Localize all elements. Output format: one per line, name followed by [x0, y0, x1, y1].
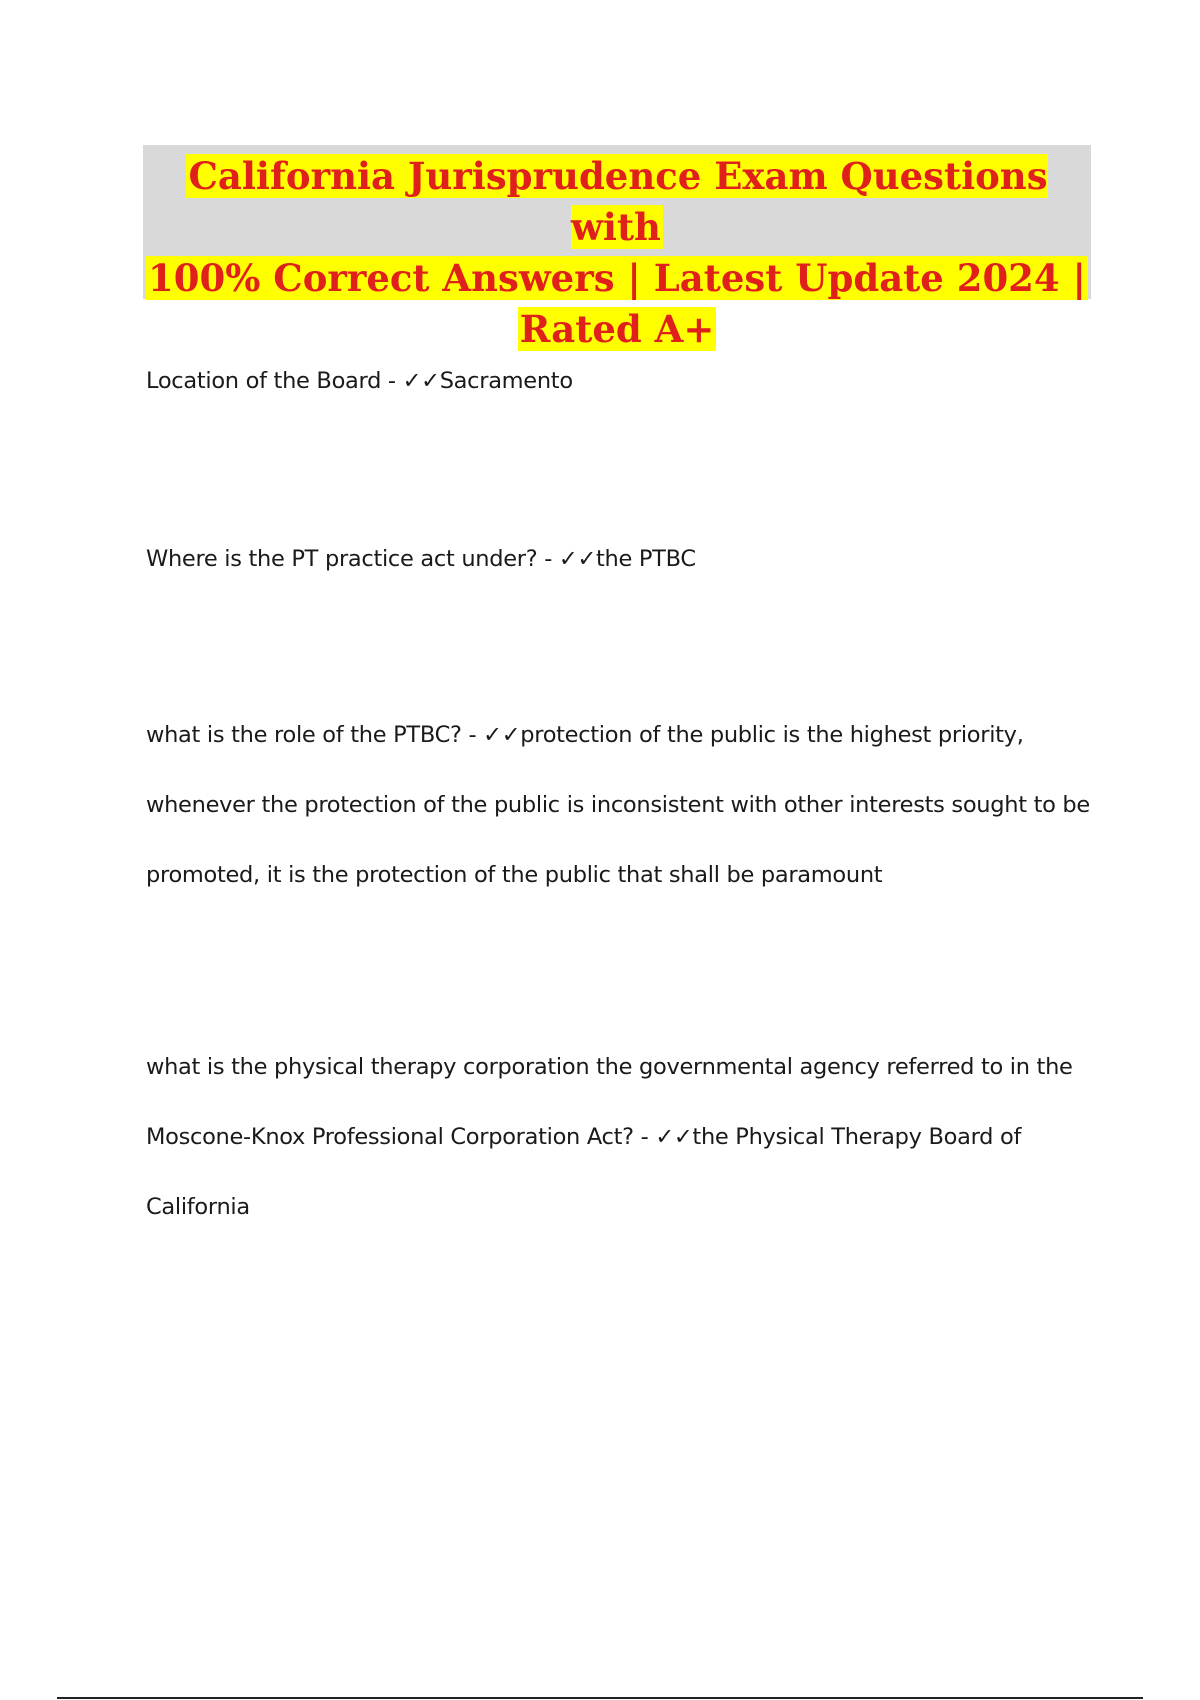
question-text: Where is the PT practice act under? - [146, 546, 559, 572]
qa-item [146, 1032, 1106, 1242]
answer-text: protection of the public is the highest priority, whenever the protection of the public is inconsistent with other interests sought to be promoted, it is the protection of the public that shall be paramount [146, 722, 1090, 888]
question-text: Location of the Board - [146, 368, 403, 394]
title-line-1: California Jurisprudence Exam Questions with [188, 154, 1048, 249]
qa-item [146, 700, 1106, 910]
title-line-2: 100% Correct Answers | Latest Update 2024 | [147, 256, 1087, 300]
qa-item [146, 346, 1106, 416]
title-banner [143, 145, 1091, 351]
check-mark-icon: ✓✓ [402, 368, 440, 394]
check-mark-icon: ✓✓ [483, 722, 521, 748]
answer-text: Sacramento [439, 368, 573, 394]
answer-text: the PTBC [596, 546, 696, 572]
check-mark-icon: ✓✓ [655, 1124, 693, 1150]
bottom-divider [57, 1697, 1143, 1699]
document-title [143, 151, 1091, 355]
qa-item [146, 524, 1106, 594]
title-line-3: Rated A+ [519, 307, 715, 351]
check-mark-icon: ✓✓ [558, 546, 597, 572]
question-text: what is the physical therapy corporation the governmental agency referred to in the Moscone-Knox Professional Corporation Act? - [146, 1054, 1073, 1150]
question-text: what is the role of the PTBC? - [146, 722, 484, 748]
answer-text: the Physical Therapy Board of California [146, 1124, 1022, 1220]
